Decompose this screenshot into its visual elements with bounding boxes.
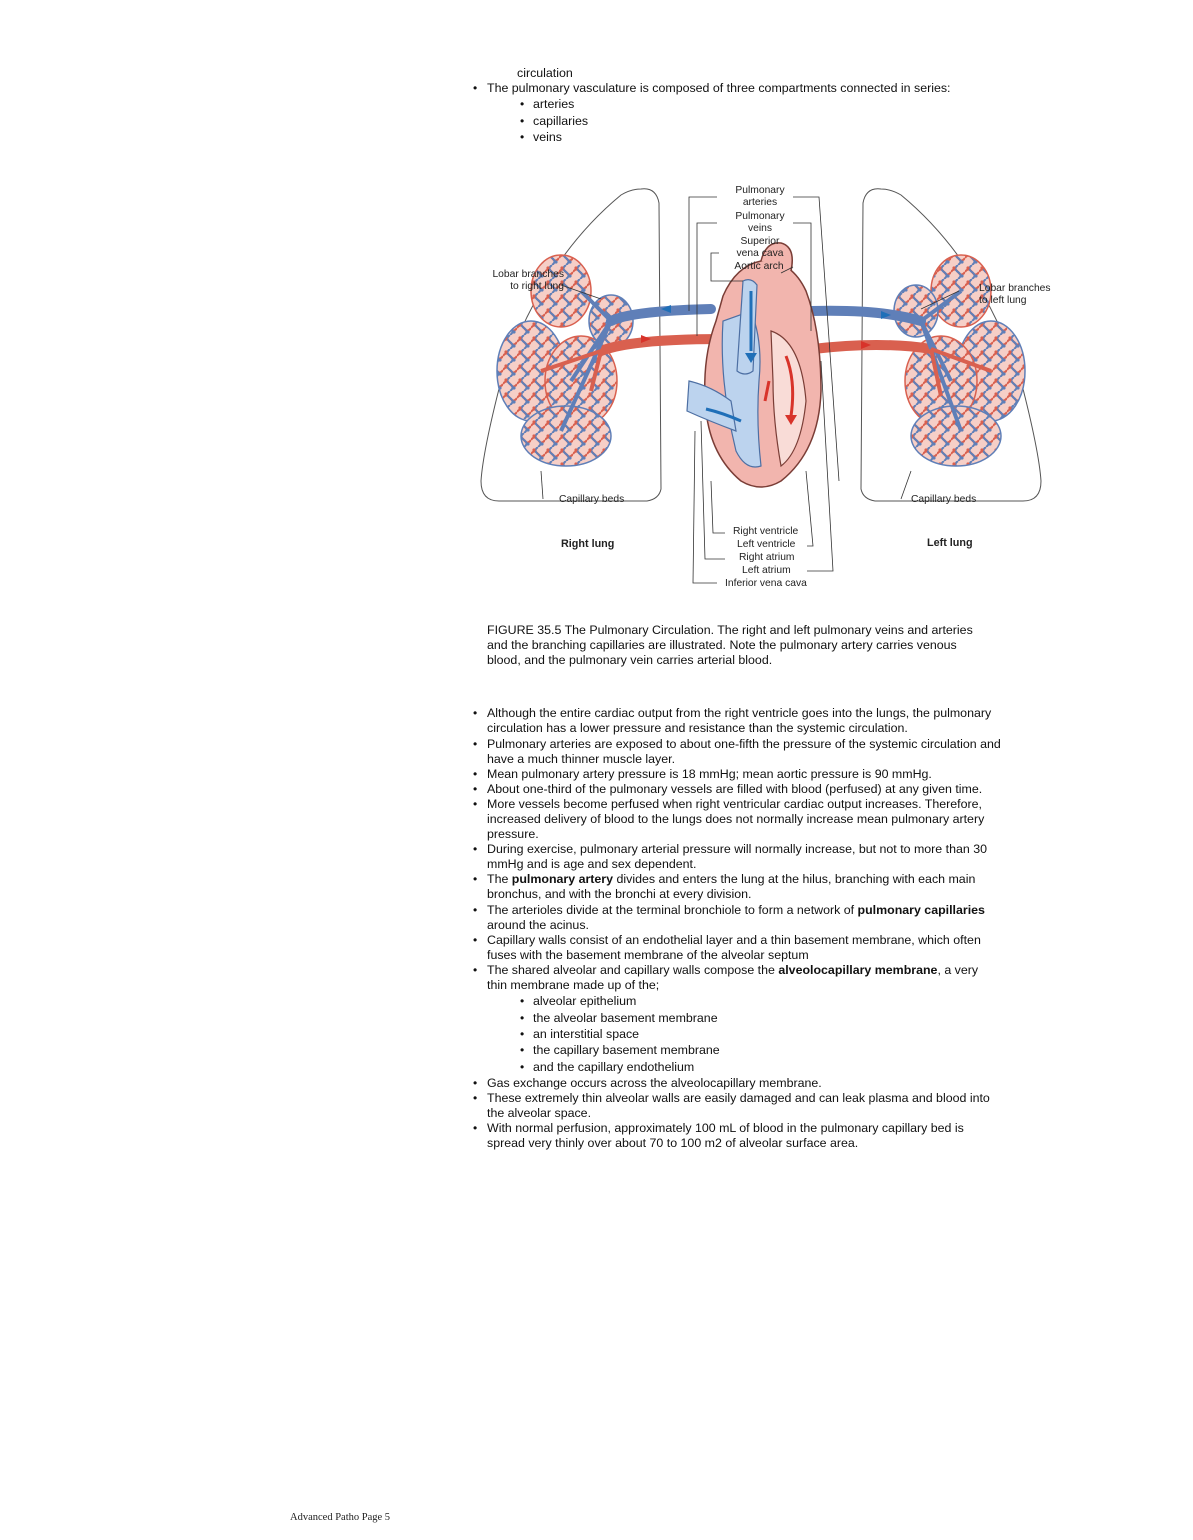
label-inferior-vena-cava: Inferior vena cava [725, 578, 807, 590]
text-run: The [487, 872, 512, 887]
document-body [471, 66, 1051, 1152]
text-run: The arterioles divide at the terminal bronchiole to form a network of [487, 902, 858, 917]
label-right-ventricle: Right ventricle [733, 526, 799, 538]
label-capillary-beds-left: Capillary beds [911, 494, 977, 506]
list-item: • During exercise, pulmonary arterial pressure will normally increase, but not to more than 30 mmHg and is age and sex dependent. [471, 842, 1001, 872]
bold-term: pulmonary artery [511, 872, 614, 887]
label-lobar-branches-left: Lobar branches to left lung [979, 283, 1051, 307]
list-item [471, 903, 1001, 933]
text-run: around the acinus. [487, 917, 589, 932]
compartment-list [487, 97, 1001, 145]
list-item [471, 872, 1001, 902]
label-left-atrium: Left atrium [742, 565, 791, 577]
pulmonary-circulation-figure [461, 181, 1061, 611]
list-item: • About one-third of the pulmonary vessels are filled with blood (perfused) at any given time. [471, 782, 1001, 797]
list-item [471, 81, 1001, 145]
compartment-item: • capillaries [487, 114, 1001, 129]
label-aortic-arch: Aortic arch [734, 261, 784, 273]
compartment-item: • arteries [487, 97, 1001, 112]
membrane-layer-item: • and the capillary endothelium [487, 1060, 1001, 1075]
heart [687, 243, 821, 487]
label-lobar-branches-right: Lobar branches to right lung [492, 269, 564, 293]
text-run: , a very thin membrane made up of the; [487, 962, 979, 993]
label-left-ventricle: Left ventricle [737, 539, 796, 551]
membrane-layer-item: • the capillary basement membrane [487, 1043, 1001, 1058]
bold-term: alveolocapillary membrane [778, 962, 938, 977]
label-capillary-beds-right: Capillary beds [559, 494, 625, 506]
label-right-atrium: Right atrium [739, 552, 795, 564]
list-item: • Although the entire cardiac output from the right ventricle goes into the lungs, the pulmonary circulation has a lower pressure and resistance than the systemic circulation. [471, 706, 1001, 736]
label-left-lung: Left lung [927, 537, 973, 550]
compartment-item: • veins [487, 130, 1001, 145]
list-item: • Pulmonary arteries are exposed to about one-fifth the pressure of the systemic circulation and have a much thinner muscle layer. [471, 737, 1001, 767]
figure-caption: FIGURE 35.5 The Pulmonary Circulation. The right and left pulmonary veins and arteries and the branching capillaries are illustrated. Note the pulmonary artery carries venous blood, and the pulmonary vein carries arterial blood. [487, 623, 973, 668]
list-item: • With normal perfusion, approximately 100 mL of blood in the pulmonary capillary bed is spread very thinly over about 70 to 100 m2 of alveolar surface area. [471, 1121, 1001, 1151]
text-run: divides and enters the lung at the hilus, branching with each main bronchus, and with the bronchi at every division. [487, 872, 976, 902]
list-item: • Gas exchange occurs across the alveolocapillary membrane. [471, 1076, 1001, 1091]
continuation-text: circulation [517, 66, 573, 80]
list-item: • More vessels become perfused when right ventricular cardiac output increases. Therefore, increased delivery of blood to the lungs does not normally increase mean pulmonary artery pressure. [471, 797, 1001, 842]
page-footer: Advanced Patho Page 5 [290, 1512, 391, 1523]
vasculature-list [471, 81, 1001, 145]
membrane-layer-item: • the alveolar basement membrane [487, 1011, 1001, 1026]
list-item: • These extremely thin alveolar walls are easily damaged and can leak plasma and blood into the alveolar space. [471, 1091, 1001, 1121]
list-item: • Mean pulmonary artery pressure is 18 mmHg; mean aortic pressure is 90 mmHg. [471, 767, 1001, 782]
vasculature-intro: The pulmonary vasculature is composed of three compartments connected in series: [487, 81, 951, 96]
label-pulmonary-veins: Pulmonary veins [735, 211, 785, 235]
membrane-layer-list [487, 994, 1001, 1075]
bold-term: pulmonary capillaries [857, 902, 985, 917]
list-item: • Capillary walls consist of an endothelial layer and a thin basement membrane, which often fuses with the basement membrane of the alveolar septum [471, 933, 1001, 963]
label-pulmonary-arteries: Pulmonary arteries [735, 185, 785, 209]
label-superior-vena-cava: Superior vena cava [736, 236, 784, 260]
membrane-layer-item: • alveolar epithelium [487, 994, 1001, 1009]
label-right-lung: Right lung [561, 538, 615, 551]
text-run: The shared alveolar and capillary walls compose the [487, 962, 779, 977]
pulmonary-facts-list [471, 706, 1001, 1151]
list-item [471, 963, 1001, 1075]
membrane-layer-item: • an interstitial space [487, 1027, 1001, 1042]
